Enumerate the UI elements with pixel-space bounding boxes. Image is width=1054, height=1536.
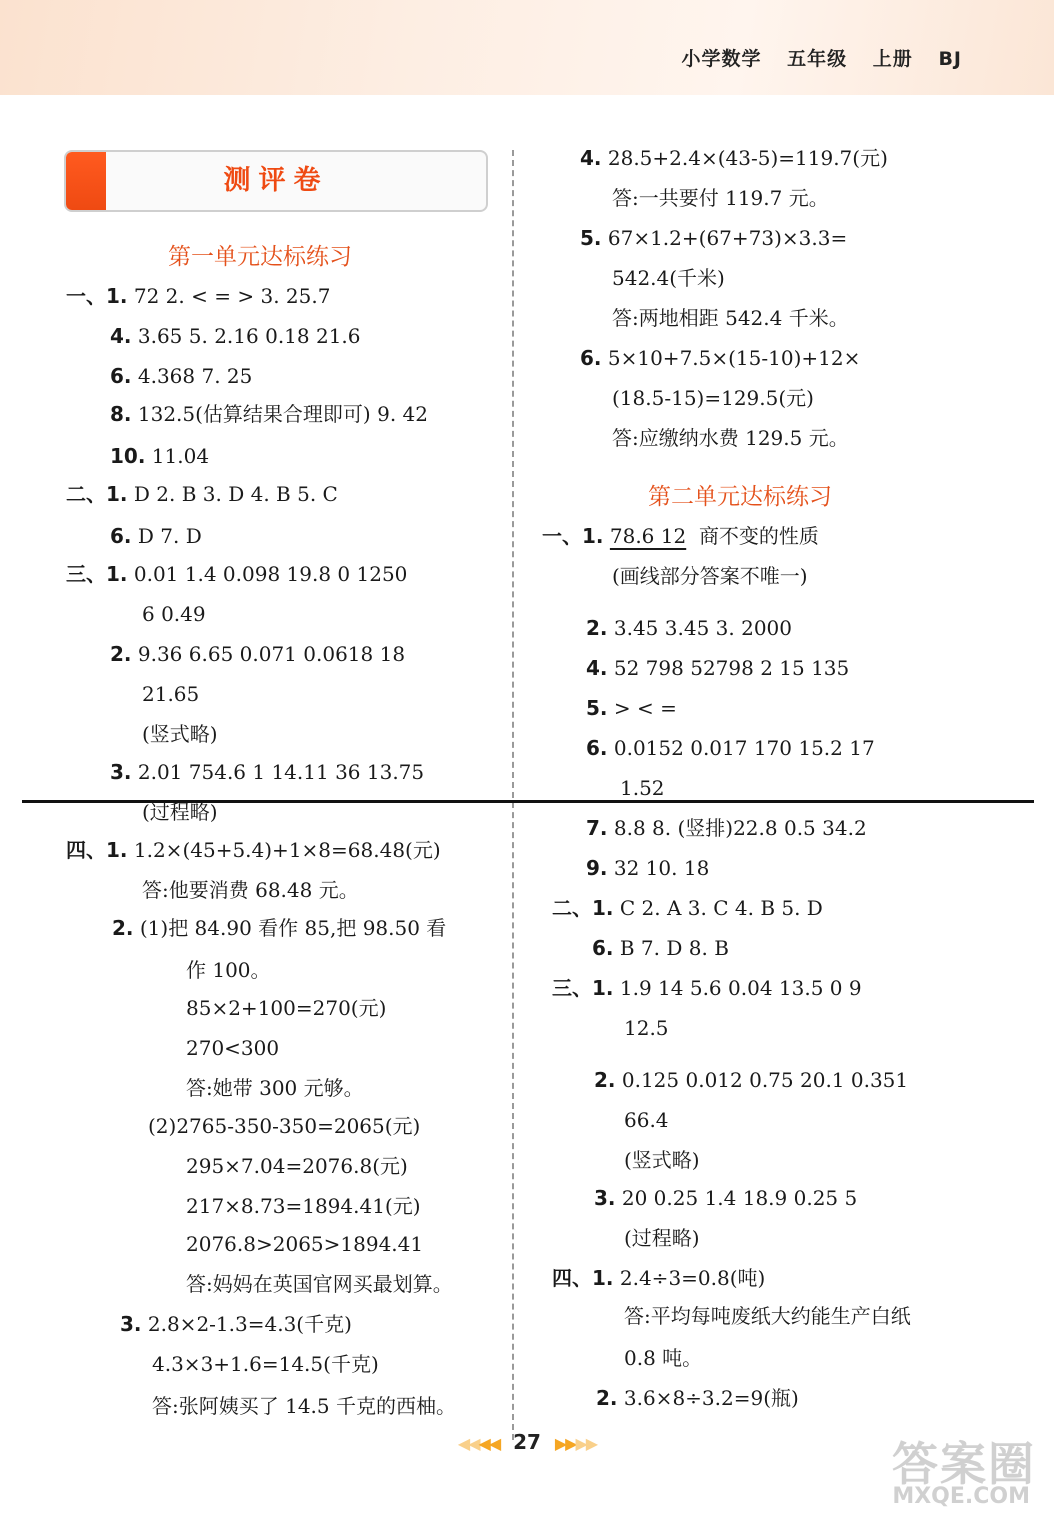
answer-line: 3. 2.01 754.6 1 14.11 36 13.75 bbox=[110, 760, 425, 784]
answer-line: 一、1. 78.6 12 商不变的性质 bbox=[542, 524, 819, 548]
answer-line: (竖式略) bbox=[142, 722, 218, 746]
answer-line: 217×8.73=1894.41(元) bbox=[186, 1194, 421, 1218]
answer-line: 答:平均每吨废纸大约能生产白纸 bbox=[624, 1304, 911, 1328]
underlined-answer: 78.6 12 bbox=[609, 524, 687, 548]
answer-line: 21.65 bbox=[142, 682, 200, 706]
answer-line: 2. (1)把 84.90 看作 85,把 98.50 看 bbox=[112, 916, 447, 940]
answer-line: 66.4 bbox=[624, 1108, 669, 1132]
answer-line: (18.5-15)=129.5(元) bbox=[612, 386, 814, 410]
watermark-url: MXQE.COM bbox=[892, 1484, 1030, 1509]
answer-line: 答:他要消费 68.48 元。 bbox=[142, 878, 359, 902]
answer-line: 12.5 bbox=[624, 1016, 669, 1040]
answer-line: 答:两地相距 542.4 千米。 bbox=[612, 306, 849, 330]
answer-line: 6. 5×10+7.5×(15-10)+12× bbox=[580, 346, 861, 370]
header-volume: 上册 bbox=[872, 48, 913, 70]
answer-line: 6. 4.368 7. 25 bbox=[110, 364, 253, 388]
answer-line: 4. 52 798 52798 2 15 135 bbox=[586, 656, 850, 680]
watermark-logo bbox=[866, 1428, 1036, 1518]
answer-line: 9. 32 10. 18 bbox=[586, 856, 710, 880]
answer-line: 5. 67×1.2+(67+73)×3.3= bbox=[580, 226, 848, 250]
answer-line: 四、1. 2.4÷3=0.8(吨) bbox=[552, 1266, 766, 1290]
answer-line: 答:一共要付 119.7 元。 bbox=[612, 186, 829, 210]
watermark-text: 答案圈 bbox=[892, 1437, 1036, 1491]
answer-line: 答:她带 300 元够。 bbox=[186, 1076, 364, 1100]
answer-line: 542.4(千米) bbox=[612, 266, 725, 290]
answer-line: 6. D 7. D bbox=[110, 524, 202, 548]
unit1-title: 第一单元达标练习 bbox=[168, 244, 352, 270]
answer-line: 2. 9.36 6.65 0.071 0.0618 18 bbox=[110, 642, 406, 666]
answer-line: 四、1. 1.2×(45+5.4)+1×8=68.48(元) bbox=[66, 838, 441, 862]
answer-line: 3. 2.8×2-1.3=4.3(千克) bbox=[120, 1312, 352, 1336]
answer-line: 作 100。 bbox=[186, 958, 271, 982]
section-banner bbox=[64, 150, 488, 212]
answer-line: 6. B 7. D 8. B bbox=[592, 936, 729, 960]
header-text bbox=[664, 44, 962, 71]
answer-line: 一、1. 72 2. < = > 3. 25.7 bbox=[66, 284, 331, 308]
answer-line: 270<300 bbox=[186, 1036, 280, 1060]
answer-line: 295×7.04=2076.8(元) bbox=[186, 1154, 408, 1178]
answer-line: 1.52 bbox=[620, 776, 665, 800]
answer-line: 5. > < = bbox=[586, 696, 677, 720]
header-edition: BJ bbox=[938, 48, 962, 70]
arrow-left-faint-icon: ◀◀ bbox=[457, 1434, 479, 1453]
answer-line: 二、1. D 2. B 3. D 4. B 5. C bbox=[66, 482, 338, 506]
answer-line: 答:张阿姨买了 14.5 千克的西柚。 bbox=[152, 1394, 456, 1418]
answer-line: 8. 132.5(估算结果合理即可) 9. 42 bbox=[110, 402, 428, 426]
answer-line: 答:应缴纳水费 129.5 元。 bbox=[612, 426, 849, 450]
header-subject: 小学数学 bbox=[681, 48, 762, 70]
header-grade: 五年级 bbox=[787, 48, 848, 70]
answer-line: 三、1. 1.9 14 5.6 0.04 13.5 0 9 bbox=[552, 976, 862, 1000]
answer-line: 2076.8>2065>1894.41 bbox=[186, 1232, 424, 1256]
answer-line: 二、1. C 2. A 3. C 4. B 5. D bbox=[552, 896, 823, 920]
answer-line: 三、1. 0.01 1.4 0.098 19.8 0 1250 bbox=[66, 562, 408, 586]
arrow-left-icon: ◀◀ bbox=[478, 1434, 500, 1453]
answer-line: (过程略) bbox=[624, 1226, 700, 1250]
unit2-title: 第二单元达标练习 bbox=[648, 484, 832, 510]
answer-line: 6 0.49 bbox=[142, 602, 206, 626]
page-number: 27 bbox=[513, 1430, 541, 1454]
answer-line: 2. 3.6×8÷3.2=9(瓶) bbox=[596, 1386, 799, 1410]
arrow-right-icon: ▶▶ bbox=[554, 1434, 576, 1453]
answer-line: (竖式略) bbox=[624, 1148, 700, 1172]
answer-line: 3. 20 0.25 1.4 18.9 0.25 5 bbox=[594, 1186, 858, 1210]
answer-line: 4. 28.5+2.4×(43-5)=119.7(元) bbox=[580, 146, 888, 170]
answer-line: 85×2+100=270(元) bbox=[186, 996, 387, 1020]
answer-line: 4. 3.65 5. 2.16 0.18 21.6 bbox=[110, 324, 361, 348]
answer-line: (过程略) bbox=[142, 800, 218, 824]
answer-line: 0.8 吨。 bbox=[624, 1346, 703, 1370]
answer-line: 7. 8.8 8. (竖排)22.8 0.5 34.2 bbox=[586, 816, 867, 840]
answer-line: 答:妈妈在英国官网买最划算。 bbox=[186, 1272, 453, 1296]
column-divider bbox=[512, 150, 514, 1440]
answer-line: 2. 0.125 0.012 0.75 20.1 0.351 bbox=[594, 1068, 909, 1092]
answer-line: 6. 0.0152 0.017 170 15.2 17 bbox=[586, 736, 875, 760]
answer-line: 10. 11.04 bbox=[110, 444, 210, 468]
banner-title: 测评卷 bbox=[223, 165, 329, 196]
arrow-right-faint-icon: ▶▶ bbox=[575, 1434, 597, 1453]
answer-line: 2. 3.45 3.45 3. 2000 bbox=[586, 616, 792, 640]
answer-line: (画线部分答案不唯一) bbox=[612, 564, 808, 588]
answer-line: (2)2765-350-350=2065(元) bbox=[148, 1114, 421, 1138]
answer-line: 4.3×3+1.6=14.5(千克) bbox=[152, 1352, 379, 1376]
